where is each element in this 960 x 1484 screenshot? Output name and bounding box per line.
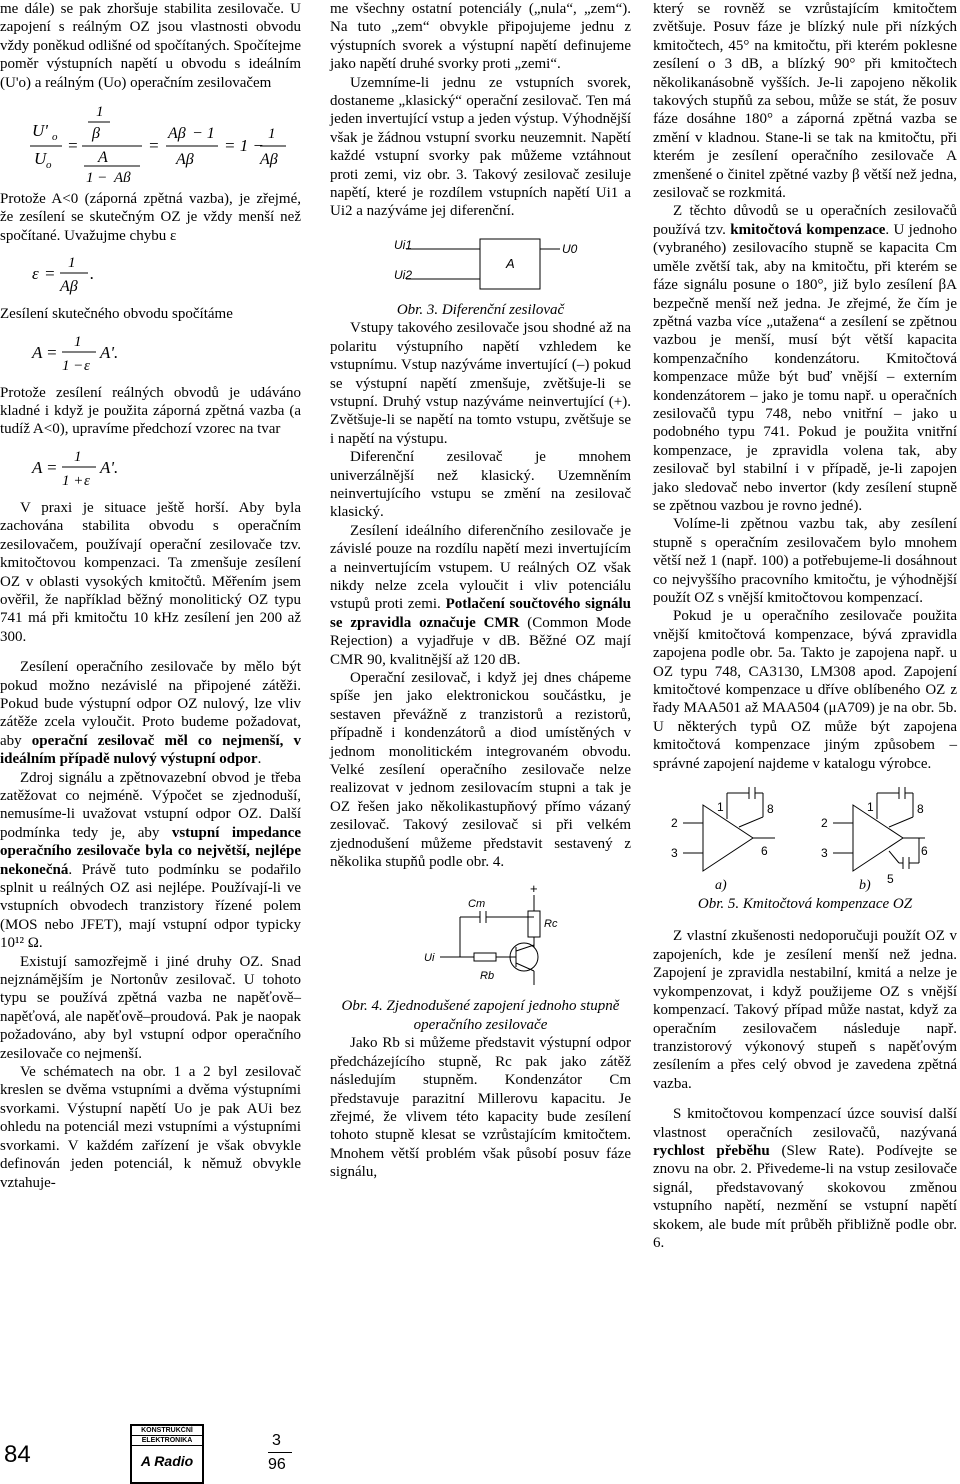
svg-text:=: = [46, 342, 58, 362]
svg-text:Aβ: Aβ [114, 170, 131, 183]
paragraph: Protože A<0 (záporná zpětná vazba), je zřejmé, že zesílení se skutečným OZ je vždy menší než spočítané. Uvažujme chybu ε [0, 191, 301, 244]
formula-epsilon-svg [30, 253, 150, 297]
paragraph: Pokud je u operačního zesilovače použita vnější kmitočtová kompenzace, bývá zpravidla zapojena podle obr. 5a. Takto je zapojena např. u OZ typu 748, CA3130, LM308 apod. Zapojení kmitočtové kompenzace u dříve oblíbeného OZ z řady MAA501 až MAA504 (μA709) je na obr. 5b. U některých typů OZ může být zapojena kmitočtová kompenzace jiným způsobem – správné zapojení najdeme v katalogu výrobce. [653, 608, 957, 772]
text-run: . U jednoho (vybraného) zesilovacího stupně se kapacita Cm uměle zvětší tak, aby na kmitočtu, při kterém se fáze signálu posune o 180°, již bylo zesílení βA bezpečně menší než jedna. Je zřejmé, že čím je zpětná vazba více „utažena“ a zesílení se zpětnou vazbou je menší, musí být větší kapacita kompenzačního kondenzátoru. Kmitočtová kompenzace může být buď vnější – externím kondenzátorem – jako je tomu např. u operačních zesilovačů typu 748, nebo vnitřní – jako u podobného typu 741. Pokud je použita vnitřní kompenzace, je zpravidla volena tak, aby zesilovač byl stabilní i v případě, je-li zapojen jako sledovač nebo invertor (kdy zesílení stupně se zpětnou vazbou je rovno jedné). [653, 221, 957, 514]
paragraph: me všechny ostatní potenciály („nula“, „zem“). Na tuto „zem“ obvykle připojujeme jednu z výstupních svorek a výstupní napětí definujeme jako napětí druhé svorky proti „zemi“. [330, 1, 631, 73]
label-cm: Cm [468, 898, 486, 911]
formula-ratio-svg [30, 100, 290, 182]
svg-text:o: o [46, 159, 52, 172]
text-run: (Common Mode Rejection) a vyjadřuje v dB. Běžné OZ mají CMR 90, kvalitnější až 120 dB. [330, 614, 631, 668]
paragraph: Uzemníme-li jednu ze vstupních svorek, dostaneme „klasický“ operační zesilovač. Ten má jeden invertující vstup a jeden výstup. Výhodnější však je žádnou vstupní svorku neuzemnit. Napětí každé vstupní svorky pak můžeme vztáhnout proti zemi, viz obr. 3. Takový zesilovač zesiluje napětí, které je rozdílem vstupních napětí Ui1 a Ui2 a nazýváme jej diferenční. [330, 74, 631, 220]
svg-text:Aβ: Aβ [60, 278, 78, 296]
paragraph: Jako Rb si můžeme představit výstupní odpor předcházejícího stupně, Rc pak jako zátěž následujím stupněm. Kondenzátor Cm představuje parazitní Millerovu kapacitu. Je zřejmé, že vlivem této kapacity bude zesílení tohoto stupně klesat se vzrůstajícím kmitočtem. Mnohem větší problém však působí posuv fáze signálu, [330, 1035, 631, 1181]
resistor-rc [528, 911, 540, 937]
opamp-a [703, 805, 753, 871]
pin-label: 2 [671, 816, 678, 831]
text-run: . [257, 751, 262, 768]
pin-label: 6 [921, 844, 928, 859]
svg-text:o: o [52, 131, 58, 144]
formula-epsilon [30, 253, 301, 297]
bold-run: rychlost přeběhu [653, 1142, 770, 1159]
pin-label: 5 [887, 872, 894, 887]
svg-text:Aβ: Aβ [260, 151, 278, 169]
logo-brand: A Radio [140, 1453, 194, 1469]
text-run: Zesílení ideálního diferenčního zesilovače je závislé pouze na rozdílu napětí mezi invertujícím a neinvertujícím vstupem. U reálných OZ však nikdy nelze zcela vyloučit i vliv potenciálu vstupů proti zemi. [330, 522, 631, 613]
svg-text:=: = [67, 136, 79, 156]
svg-text:− 1: − 1 [192, 125, 215, 143]
paragraph [653, 1105, 957, 1252]
svg-text:1: 1 [96, 104, 104, 121]
label-rb: Rb [480, 970, 495, 983]
svg-text:β: β [92, 125, 100, 143]
svg-text:=: = [46, 457, 58, 477]
opamp-b [853, 805, 903, 871]
figure-5-caption: Obr. 5. Kmitočtová kompenzace OZ [697, 896, 913, 913]
svg-text:.: . [90, 264, 95, 284]
text-run: Z těchto důvodů se u operačních zesilovačů používá tzv. [653, 203, 957, 238]
pin-label: 1 [867, 800, 874, 815]
formula-gain-2 [30, 447, 301, 491]
svg-text:=: = [44, 264, 56, 284]
formula-gain-2-svg [30, 447, 170, 491]
paragraph [653, 202, 957, 515]
svg-text:A: A [32, 342, 43, 362]
year: 96 [268, 1456, 286, 1473]
figure-5-diagram [663, 783, 943, 893]
svg-text:1: 1 [74, 333, 82, 350]
label-a: A [506, 255, 515, 271]
column-2 [330, 0, 631, 1182]
magazine-logo [130, 1424, 204, 1484]
label-rc: Rc [544, 918, 558, 931]
logo-line-2: ELEKTRONIKA [132, 1436, 202, 1446]
paragraph: Vstupy takového zesilovače jsou shodné až na polaritu výstupního napětí vzhledem ke vstupnímu. Vstup nazýváme invertující (–) pokud se výstupní napětí zmenšuje, zvětšuje-li se vstupní. Druhý vstup nazýváme neinvertující (+). Zvětšuje-li se napětí na tomto vstupu, zvětšuje se i napětí na výstupu. [330, 320, 631, 447]
svg-text:ε: ε [84, 472, 90, 489]
label-ui2: Ui2 [394, 267, 413, 282]
text-run: (Slew Rate). Podívejte se znovu na obr. 2. Přivedeme-li na vstup zesilovače signál, představovaný skokovou změnou vstupního napětí, nezmění se vstupní napětí skokem, ale bude mít průběh přibližně podle obr. 6. [653, 1142, 958, 1251]
figure-4-caption: Obr. 4. Zjednodušené zapojení jednoho stupně operačního zesilovače [341, 998, 620, 1033]
page-number: 84 [4, 1441, 31, 1468]
figure-3-diagram [360, 235, 580, 295]
paragraph: Ve schématech na obr. 1 a 2 byl zesilovač kreslen se dvěma vstupními a dvěma výstupními svorkami. Výstupní napětí Uo je pak AUi bez ohledu na potenciál mezi vstupními a výstupními svorkami. V každém zařízení je však obvykle definován jeden potenciál, k němuž obvykle vztahuje- [0, 1064, 301, 1191]
formula-gain-1-svg [30, 332, 170, 376]
text-run: S kmitočtovou kompenzací úzce souvisí další vlastnost operačních zesilovačů, nazývaná [653, 1106, 957, 1141]
bold-run: kmitočtová kompenzace [730, 221, 886, 238]
svg-text:Aβ: Aβ [176, 151, 194, 169]
paragraph [0, 658, 301, 768]
bold-run: Potlačení součtového signálu se zpravidla označuje CMR [330, 596, 631, 631]
label-a: a) [715, 878, 727, 894]
column-3 [653, 0, 957, 1252]
svg-text:1: 1 [74, 448, 82, 465]
svg-text:U: U [34, 149, 47, 169]
paragraph: Existují samozřejmě i jiné druhy OZ. Snad nejznámějším je Nortonův zesilovač. U tohoto typu se používá zpětná vazba ne napěťově–napěťová, ale napěťově–proudová. Pak je naopak požadováno, aby byl vstupní odpor operačního zesilovače co nejmenší. [0, 953, 301, 1062]
pin-label: 8 [917, 802, 924, 817]
paragraph: Diferenční zesilovač je mnohem univerzálnější než klasický. Uzemněním neinvertujícího vstupu se změní na zesilovač klasický. [330, 449, 631, 521]
svg-text:1 −: 1 − [62, 357, 84, 374]
column-1 [0, 0, 301, 1192]
label-u0: U0 [562, 241, 578, 256]
bold-run: vstupní impedance operačního zesilovače byla co největší, nejlépe nekonečná [0, 824, 301, 878]
svg-text:U': U' [32, 121, 48, 141]
svg-text:A: A [32, 457, 43, 477]
pin-label: 8 [767, 802, 774, 817]
svg-text:A: A [98, 149, 108, 167]
svg-text:= 1 −: = 1 − [224, 136, 264, 156]
figure-3-caption: Obr. 3. Diferenční zesilovač [396, 301, 565, 318]
paragraph: Zesílení skutečného obvodu spočítáme [0, 306, 233, 323]
logo-line-1: KONSTRUKČNÍ [132, 1426, 202, 1436]
svg-text:1: 1 [68, 255, 76, 272]
paragraph: V praxi je situace ještě horší. Aby byla zachována stabilita obvodu s operačním zesilovačem, používají operační zesilovače tzv. kmitočtovou kompenzaci. Ta zmenšuje zesílení OZ v oblasti vysokých kmitočtů. Měřením jsem ověřil, že například běžný monolitický OZ typu 741 má při kmitočtu 10 kHz zesílení jen 200 až 300. [0, 499, 301, 645]
label-plus: + [530, 881, 538, 897]
resistor-rb [474, 953, 496, 961]
paragraph [0, 769, 301, 953]
pin-label: 1 [717, 800, 724, 815]
text-run: Zesílení operačního zesilovače by mělo být pokud možno nezávislé na připojené zátěži. Pokud bude výstupní odpor OZ nulový, lze vliv zátěže zcela vyloučit. Proto budeme požadovat, aby [0, 659, 301, 749]
svg-text:1 +: 1 + [62, 472, 84, 489]
formula-ratio [30, 100, 301, 182]
text-run: . Právě tuto podmínku se podařilo splnit u reálných OZ asi nejlépe. Používají-li ve vstupních obvodech tranzistory řízené polem (MOS nebo JFET), mají vstupní odpor typicky 10¹² Ω. [0, 861, 301, 952]
svg-text:A'.: A'. [100, 457, 119, 477]
svg-text:ε: ε [32, 264, 39, 284]
label-ui: Ui [424, 952, 435, 965]
pin-label: 6 [761, 844, 768, 859]
svg-text:1: 1 [268, 126, 276, 143]
svg-text:Aβ: Aβ [168, 125, 186, 143]
paragraph: Z vlastní zkušenosti nedoporučuji použít OZ v zapojeních, kde je zesílení menší než jedna. Zapojení je zpravidla nestabilní, kmitá a nelze je vykompenzovat, i když použijeme OZ s vnější kompenzací. Takový případ může nastat, když za operačním zesilovačem následuje např. tranzistorový výkonový stupeň s napěťovým zesílením a přes celý obvod je zavedena zpětná vazba. [653, 928, 957, 1092]
issue-divider [268, 1452, 292, 1453]
svg-text:1 −: 1 − [86, 170, 108, 183]
paragraph: Protože zesílení reálných obvodů je udáváno kladné i když je použita záporná zpětná vazba (a tudíž A<0), upravíme předchozí vzorec na tvar [0, 384, 301, 438]
pin-label: 3 [671, 846, 678, 861]
issue-number: 3 [272, 1432, 281, 1449]
text-run: Zdroj signálu a zpětnovazební obvod je třeba zatěžovat co nejméně. Výpočet se zjednoduší, nemusíme-li uvažovat vstupní odpor OZ. Další podmínka tedy je, aby [0, 769, 301, 841]
paragraph: Operační zesilovač, i když jej dnes chápeme spíše jen jako elektronickou součástku, je sestaven převážně z tranzistorů a rezistorů, případně i kondenzátorů a diod umístěných v jednom monolitickém integrovaném obvodu. Velké zesílení operačního zesilovače nelze realizovat v jednom zesilovacím stupni a tak je OZ řešen jako několikastupňový přímo vázaný zesilovač. Takový zesilovač si při velkém zjednodušení můžeme představit sestavený z několika stupňů podle obr. 4. [330, 670, 631, 871]
paragraph: který se rovněž se vzrůstajícím kmitočtem zvětšuje. Posuv fáze je blízký nule při nízkých kmitočtech, 45° na kmitočtu, při kterém poklesne zesílení o 3 dB, a blízký 90° při kmitočtech několikanásobně vyšších. Je-li zapojeno několik takových stupňů za sebou, může se stát, že posuv fáze dosáhne 180° a záporná zpětná vazba se změní v kladnou. Stane-li se tak na kmitočtu, při kterém je zesílení operačního zesilovače A zmenšené o činitel zpětné vazby β větší než jedna, zesilovač se rozkmitá. [653, 1, 957, 202]
svg-text:ε: ε [84, 357, 90, 374]
bold-run: operační zesilovač měl co nejmenší, v ideálním případě nulový výstupní odpor [0, 732, 301, 768]
figure-4-diagram [420, 881, 600, 991]
label-b: b) [859, 878, 871, 894]
svg-text:=: = [148, 136, 160, 156]
formula-gain-1 [30, 332, 301, 376]
label-ui1: Ui1 [394, 237, 413, 252]
paragraph: Volíme-li zpětnou vazbu tak, aby zesílení stupně s operačním zesilovačem bylo mnohem větší než 1 (např. 100) a potřebujeme-li dosáhnout co nejvyššího pracovního kmitočtu, je výhodnější použít OZ s vnější kmitočtovou kompenzací. [653, 516, 957, 606]
svg-text:A'.: A'. [100, 342, 119, 362]
paragraph [330, 522, 631, 669]
paragraph: me dále) se pak zhoršuje stabilita zesilovače. U zapojení s reálným OZ jsou vlastnosti obvodu vždy poněkud odlišné od spočítaných. Spočítejme poměr výstupních napětí u obvodu s ideálním (U'o) a reálným (Uo) operačním zesilovačem [0, 1, 301, 91]
pin-label: 3 [821, 846, 828, 861]
pin-label: 2 [821, 816, 828, 831]
